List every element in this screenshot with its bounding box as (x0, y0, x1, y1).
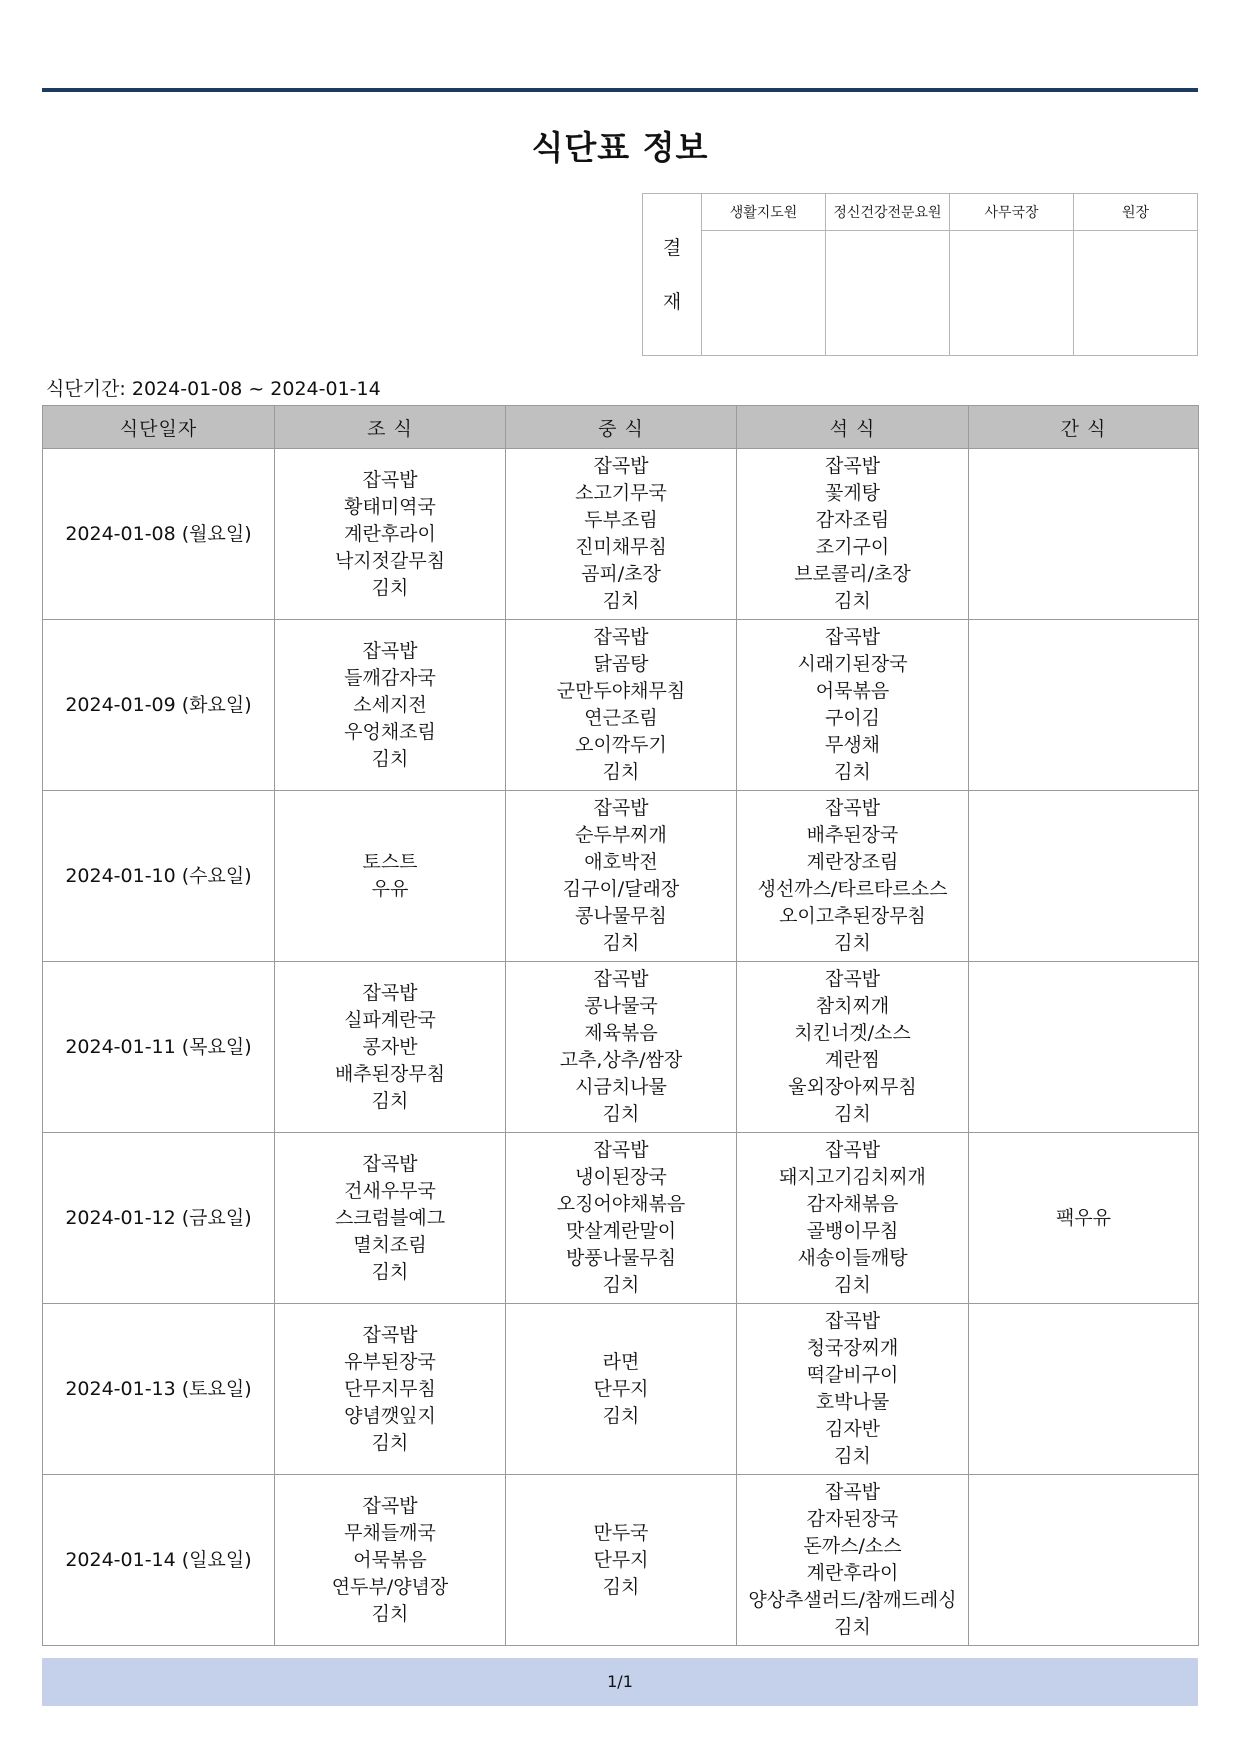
menu-item: 김치 (371, 747, 409, 770)
meal-cell-breakfast (275, 1133, 506, 1304)
header-row (43, 406, 1199, 449)
menu-item: 김치 (602, 590, 640, 612)
menu-item: 감자조림 (815, 509, 890, 531)
menu-item: 닭곰탕 (593, 653, 649, 675)
meal-cell-snack (969, 449, 1199, 620)
menu-item: 라면 (602, 1350, 640, 1373)
menu-item: 콩나물무침 (575, 905, 667, 927)
menu-item: 계란찜 (824, 1049, 881, 1071)
menu-item: 잡곡밥 (362, 1152, 418, 1175)
menu-item: 스크럼블예그 (334, 1206, 446, 1229)
menu-item: 배추된장무침 (334, 1062, 446, 1085)
menu-item: 잡곡밥 (593, 455, 649, 477)
menu-item: 브로콜리/초장 (794, 563, 911, 585)
menu-item: 냉이된장국 (575, 1166, 667, 1188)
menu-item: 잡곡밥 (362, 1323, 418, 1346)
menu-item: 맛살계란말이 (565, 1220, 677, 1242)
menu-item: 무채들깨국 (344, 1521, 436, 1544)
page-number: 1/1 (607, 1672, 633, 1691)
menu-item: 김치 (371, 1602, 409, 1625)
menu-item: 유부된장국 (344, 1350, 436, 1373)
table-row (43, 1475, 1199, 1646)
menu-item: 잡곡밥 (593, 1139, 649, 1161)
page-title: 식단표 정보 (531, 128, 709, 167)
meal-cell-dinner (737, 1133, 969, 1304)
menu-item: 무생채 (824, 734, 881, 756)
table-row (43, 791, 1199, 962)
menu-item: 잡곡밥 (362, 468, 418, 491)
menu-item: 김치 (834, 1445, 871, 1467)
column-header-snack: 간 식 (969, 406, 1199, 449)
table-row (43, 620, 1199, 791)
meal-cell-lunch (506, 620, 737, 791)
meal-cell-lunch (506, 1475, 737, 1646)
menu-item: 김치 (602, 1575, 640, 1598)
menu-item: 잡곡밥 (824, 1481, 881, 1503)
menu-item: 잡곡밥 (824, 455, 881, 477)
menu-item: 콩자반 (362, 1035, 418, 1058)
menu-item: 꽃게탕 (824, 482, 881, 504)
menu-item: 호박나물 (815, 1391, 890, 1413)
menu-item: 김치 (834, 932, 871, 954)
signature-cell[interactable] (702, 231, 826, 356)
approval-label (643, 194, 702, 356)
meal-cell-dinner (737, 449, 969, 620)
menu-item: 김치 (371, 1431, 409, 1454)
table-row (43, 449, 1199, 620)
menu-item: 우엉채조림 (344, 720, 436, 743)
approval-box (642, 193, 1198, 356)
menu-item: 김치 (602, 932, 640, 954)
menu-item: 감자된장국 (806, 1508, 899, 1530)
menu-item: 황태미역국 (344, 495, 436, 518)
menu-item: 곰피/초장 (581, 563, 661, 585)
menu-item: 잡곡밥 (824, 968, 881, 990)
menu-item: 계란후라이 (344, 522, 436, 545)
meal-cell-snack (969, 791, 1199, 962)
approval-label-top: 결 (662, 236, 682, 259)
menu-item: 연두부/양념장 (331, 1575, 449, 1598)
meal-cell-dinner (737, 962, 969, 1133)
menu-item: 김치 (834, 590, 871, 612)
menu-item: 골뱅이무침 (806, 1220, 899, 1242)
top-rule (42, 88, 1198, 92)
menu-item: 단무지무침 (344, 1377, 436, 1400)
meal-cell-snack (969, 1133, 1199, 1304)
menu-item: 조기구이 (815, 536, 890, 558)
menu-item: 잡곡밥 (824, 1310, 881, 1332)
menu-item: 애호박전 (584, 851, 658, 873)
menu-item: 오이깍두기 (575, 734, 667, 756)
meal-date: 2024-01-10 (수요일) (43, 791, 275, 962)
meal-cell-lunch (506, 791, 737, 962)
menu-item: 잡곡밥 (824, 626, 881, 648)
menu-item: 만두국 (593, 1521, 649, 1544)
menu-item: 잡곡밥 (824, 1139, 881, 1161)
meal-cell-dinner (737, 1475, 969, 1646)
menu-item: 고추,상추/쌈장 (559, 1049, 683, 1071)
approval-role: 정신건강전문요원 (826, 194, 950, 231)
menu-item: 시래기된장국 (797, 653, 908, 675)
menu-item: 김치 (834, 1103, 871, 1125)
menu-item: 토스트 (362, 851, 418, 873)
menu-item: 김치 (371, 1089, 409, 1112)
meal-cell-lunch (506, 1304, 737, 1475)
menu-item: 낙지젓갈무침 (334, 549, 446, 572)
meal-cell-breakfast (275, 449, 506, 620)
meal-cell-snack (969, 962, 1199, 1133)
meal-cell-lunch (506, 1133, 737, 1304)
meal-cell-breakfast (275, 1475, 506, 1646)
meal-table-body (43, 449, 1199, 1646)
menu-item: 오이고추된장무침 (779, 905, 926, 927)
menu-item: 김치 (602, 761, 640, 783)
column-header-date: 식단일자 (43, 406, 275, 449)
menu-item: 돼지고기김치찌개 (779, 1166, 926, 1188)
menu-item: 소고기무국 (575, 482, 667, 504)
meal-date: 2024-01-09 (화요일) (43, 620, 275, 791)
meal-cell-dinner (737, 791, 969, 962)
meal-cell-snack (969, 1304, 1199, 1475)
signature-cell[interactable] (826, 231, 950, 356)
menu-item: 김치 (602, 1103, 640, 1125)
menu-item: 양상추샐러드/참깨드레싱 (748, 1589, 957, 1611)
menu-item: 진미채무침 (575, 536, 667, 558)
menu-item: 시금치나물 (575, 1076, 667, 1098)
meal-cell-breakfast (275, 962, 506, 1133)
signature-cell[interactable] (950, 231, 1074, 356)
menu-item: 우유 (371, 878, 409, 900)
column-header-dinner: 석 식 (737, 406, 969, 449)
footer-bar (42, 1658, 1198, 1706)
meal-date: 2024-01-13 (토요일) (43, 1304, 275, 1475)
menu-item: 오징어야채볶음 (556, 1193, 686, 1215)
table-row (43, 1304, 1199, 1475)
menu-item: 김치 (834, 761, 871, 783)
menu-item: 잡곡밥 (362, 639, 418, 662)
menu-item: 잡곡밥 (593, 626, 649, 648)
menu-item: 김구이/달래장 (562, 878, 680, 900)
menu-item: 잡곡밥 (593, 968, 649, 990)
menu-item: 소세지전 (353, 693, 427, 716)
table-row (43, 1133, 1199, 1304)
menu-item: 김치 (834, 1274, 871, 1296)
meal-date: 2024-01-08 (월요일) (43, 449, 275, 620)
menu-item: 어묵볶음 (353, 1548, 427, 1571)
approval-role: 생활지도원 (702, 194, 826, 231)
menu-item: 김치 (371, 1260, 409, 1283)
menu-item: 김자반 (824, 1418, 881, 1440)
menu-item: 양념깻잎지 (344, 1404, 436, 1427)
menu-item: 계란장조림 (806, 851, 899, 873)
menu-item: 콩나물국 (584, 995, 658, 1017)
column-header-breakfast: 조 식 (275, 406, 506, 449)
approval-role: 원장 (1074, 194, 1198, 231)
menu-item: 배추된장국 (806, 824, 899, 846)
menu-item: 김치 (371, 576, 409, 599)
menu-item: 떡갈비구이 (806, 1364, 899, 1386)
meal-cell-lunch (506, 962, 737, 1133)
menu-item: 참치찌개 (815, 995, 890, 1017)
menu-item: 단무지 (593, 1548, 649, 1571)
menu-item: 잡곡밥 (824, 797, 881, 819)
meal-cell-breakfast (275, 791, 506, 962)
menu-item: 방풍나물무침 (565, 1247, 677, 1269)
meal-cell-snack (969, 620, 1199, 791)
menu-item: 실파계란국 (344, 1008, 436, 1031)
menu-item: 김치 (602, 1404, 640, 1427)
menu-item: 김치 (834, 1616, 871, 1638)
approval-role: 사무국장 (950, 194, 1074, 231)
menu-item: 건새우무국 (344, 1179, 436, 1202)
menu-item: 울외장아찌무침 (788, 1076, 917, 1098)
menu-item: 치킨너겟/소스 (794, 1022, 911, 1044)
meal-date: 2024-01-11 (목요일) (43, 962, 275, 1133)
meal-date: 2024-01-14 (일요일) (43, 1475, 275, 1646)
menu-item: 잡곡밥 (362, 981, 418, 1004)
column-header-lunch: 중 식 (506, 406, 737, 449)
menu-item: 멸치조림 (353, 1233, 427, 1256)
meal-date: 2024-01-12 (금요일) (43, 1133, 275, 1304)
menu-item: 생선까스/타르타르소스 (757, 878, 948, 900)
meal-cell-lunch (506, 449, 737, 620)
signature-cell[interactable] (1074, 231, 1198, 356)
meal-cell-dinner (737, 1304, 969, 1475)
meal-cell-breakfast (275, 620, 506, 791)
menu-item: 김치 (602, 1274, 640, 1296)
menu-item: 제육볶음 (584, 1022, 658, 1044)
menu-item: 연근조림 (584, 707, 658, 729)
meal-cell-snack (969, 1475, 1199, 1646)
menu-item: 단무지 (593, 1377, 649, 1400)
menu-item: 구이김 (824, 707, 881, 729)
menu-item: 두부조림 (584, 509, 658, 531)
menu-item: 계란후라이 (806, 1562, 899, 1584)
approval-label-bottom: 재 (662, 290, 682, 313)
menu-item: 돈까스/소스 (803, 1535, 902, 1557)
menu-item: 감자채볶음 (806, 1193, 899, 1215)
meal-table (42, 405, 1199, 1646)
menu-item: 청국장찌개 (806, 1337, 899, 1359)
menu-item: 잡곡밥 (593, 797, 649, 819)
menu-item: 새송이들깨탕 (797, 1247, 908, 1269)
menu-item: 들깨감자국 (344, 666, 436, 689)
menu-item: 순두부찌개 (575, 824, 667, 846)
meal-period: 식단기간: 2024-01-08 ~ 2024-01-14 (46, 378, 381, 400)
menu-item: 어묵볶음 (815, 680, 890, 702)
menu-item: 군만두야채무침 (556, 680, 686, 702)
meal-cell-dinner (737, 620, 969, 791)
menu-item: 팩우유 (1055, 1206, 1112, 1229)
meal-cell-breakfast (275, 1304, 506, 1475)
table-row (43, 962, 1199, 1133)
menu-item: 잡곡밥 (362, 1494, 418, 1517)
